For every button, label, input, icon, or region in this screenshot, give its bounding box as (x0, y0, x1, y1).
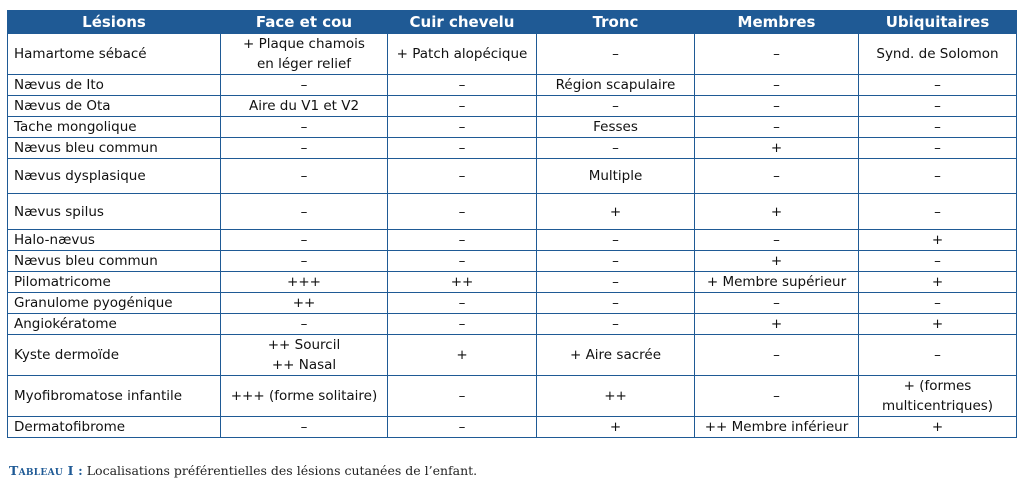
table-cell: – (537, 230, 695, 251)
table-cell: – (221, 138, 388, 159)
table-cell: – (537, 138, 695, 159)
table-cell: + (537, 194, 695, 230)
table-row (8, 230, 1017, 251)
table-cell: – (695, 75, 859, 96)
table-cell: – (388, 417, 537, 438)
table-cell: – (537, 96, 695, 117)
lesion-name-cell: Granulome pyogénique (8, 293, 221, 314)
header-membres: Membres (695, 11, 859, 34)
table-row (8, 272, 1017, 293)
table-cell: + Membre supérieur (695, 272, 859, 293)
lesion-name-cell: Kyste dermoïde (8, 335, 221, 376)
lesion-name-cell: Dermatofibrome (8, 417, 221, 438)
table-cell: – (388, 75, 537, 96)
table-row (8, 117, 1017, 138)
table-cell: +++ (forme solitaire) (221, 376, 388, 417)
table-cell: + (695, 251, 859, 272)
table-row (8, 194, 1017, 230)
table-cell: Multiple (537, 159, 695, 194)
table-cell: – (695, 335, 859, 376)
table-cell: + Aire sacrée (537, 335, 695, 376)
header-lesions: Lésions (8, 11, 221, 34)
table-row (8, 34, 1017, 75)
table-cell: – (221, 314, 388, 335)
table-cell: – (695, 159, 859, 194)
table-cell: – (537, 272, 695, 293)
table-cell: + Patch alopécique (388, 34, 537, 75)
table-cell: – (221, 194, 388, 230)
table-cell: – (221, 75, 388, 96)
table-cell: Fesses (537, 117, 695, 138)
table-cell: – (695, 293, 859, 314)
table-cell: – (859, 75, 1017, 96)
table-cell: ++ Sourcil ++ Nasal (221, 335, 388, 376)
table-cell: +++ (221, 272, 388, 293)
table-cell: – (859, 293, 1017, 314)
table-cell: – (695, 117, 859, 138)
table-cell: ++ (388, 272, 537, 293)
table-cell: Région scapulaire (537, 75, 695, 96)
lesion-name-cell: Nævus bleu commun (8, 251, 221, 272)
table-cell: – (859, 117, 1017, 138)
lesion-name-cell: Myofibromatose infantile (8, 376, 221, 417)
table-cell: – (695, 230, 859, 251)
header-tronc: Tronc (537, 11, 695, 34)
table-cell: + (859, 314, 1017, 335)
lesion-name-cell: Nævus bleu commun (8, 138, 221, 159)
table-cell: – (388, 159, 537, 194)
table-cell: – (221, 251, 388, 272)
caption-text: Localisations préférentielles des lésions cutanées de l’enfant. (82, 463, 478, 478)
table-cell: – (695, 34, 859, 75)
table-cell: – (221, 230, 388, 251)
table-row (8, 96, 1017, 117)
table-row (8, 251, 1017, 272)
table-cell: + (695, 138, 859, 159)
table-cell: – (537, 34, 695, 75)
table-cell: + (859, 272, 1017, 293)
table-row (8, 314, 1017, 335)
lesion-name-cell: Halo-nævus (8, 230, 221, 251)
table-row (8, 138, 1017, 159)
header-ubiquitaires: Ubiquitaires (859, 11, 1017, 34)
table-row (8, 376, 1017, 417)
table-cell: – (388, 293, 537, 314)
table-cell: + (537, 417, 695, 438)
table-cell: – (859, 251, 1017, 272)
table-cell: – (388, 194, 537, 230)
table-row (8, 335, 1017, 376)
table-cell: – (695, 96, 859, 117)
table-row (8, 417, 1017, 438)
table-cell: – (388, 251, 537, 272)
table-cell: – (388, 376, 537, 417)
table-cell: + Plaque chamois en léger relief (221, 34, 388, 75)
lesion-name-cell: Angiokératome (8, 314, 221, 335)
table-cell: – (221, 417, 388, 438)
table-cell: ++ (537, 376, 695, 417)
lesion-name-cell: Nævus spilus (8, 194, 221, 230)
table-cell: – (388, 230, 537, 251)
table-cell: + (859, 230, 1017, 251)
table-cell: – (221, 159, 388, 194)
lesions-table (7, 10, 1017, 438)
table-cell: – (388, 117, 537, 138)
lesion-name-cell: Tache mongolique (8, 117, 221, 138)
table-cell: + (695, 314, 859, 335)
table-cell: – (537, 251, 695, 272)
table-cell: – (859, 335, 1017, 376)
lesion-name-cell: Nævus dysplasique (8, 159, 221, 194)
lesion-name-cell: Hamartome sébacé (8, 34, 221, 75)
caption-separator: : (73, 463, 83, 478)
table-body (8, 34, 1017, 438)
table-cell: – (388, 138, 537, 159)
table-cell: – (537, 314, 695, 335)
table-caption (9, 463, 477, 478)
table-cell: + (859, 417, 1017, 438)
lesion-name-cell: Pilomatricome (8, 272, 221, 293)
table-cell: – (859, 194, 1017, 230)
table-header-row (8, 11, 1017, 34)
table-cell: ++ (221, 293, 388, 314)
table-row (8, 293, 1017, 314)
table-row (8, 75, 1017, 96)
table-cell: – (859, 96, 1017, 117)
table-cell: – (388, 314, 537, 335)
table-cell: Synd. de Solomon (859, 34, 1017, 75)
table-cell: – (859, 138, 1017, 159)
table-cell: + (388, 335, 537, 376)
table-cell: – (859, 159, 1017, 194)
header-face-et-cou: Face et cou (221, 11, 388, 34)
table-cell: – (388, 96, 537, 117)
header-cuir-chevelu: Cuir chevelu (388, 11, 537, 34)
table-cell: – (537, 293, 695, 314)
table-cell: + (formes multicentriques) (859, 376, 1017, 417)
lesion-name-cell: Nævus de Ota (8, 96, 221, 117)
table-cell: Aire du V1 et V2 (221, 96, 388, 117)
table-cell: ++ Membre inférieur (695, 417, 859, 438)
caption-label: Tableau I (9, 463, 74, 478)
table-cell: + (695, 194, 859, 230)
table-row (8, 159, 1017, 194)
lesion-name-cell: Nævus de Ito (8, 75, 221, 96)
table-cell: – (695, 376, 859, 417)
table-cell: – (221, 117, 388, 138)
